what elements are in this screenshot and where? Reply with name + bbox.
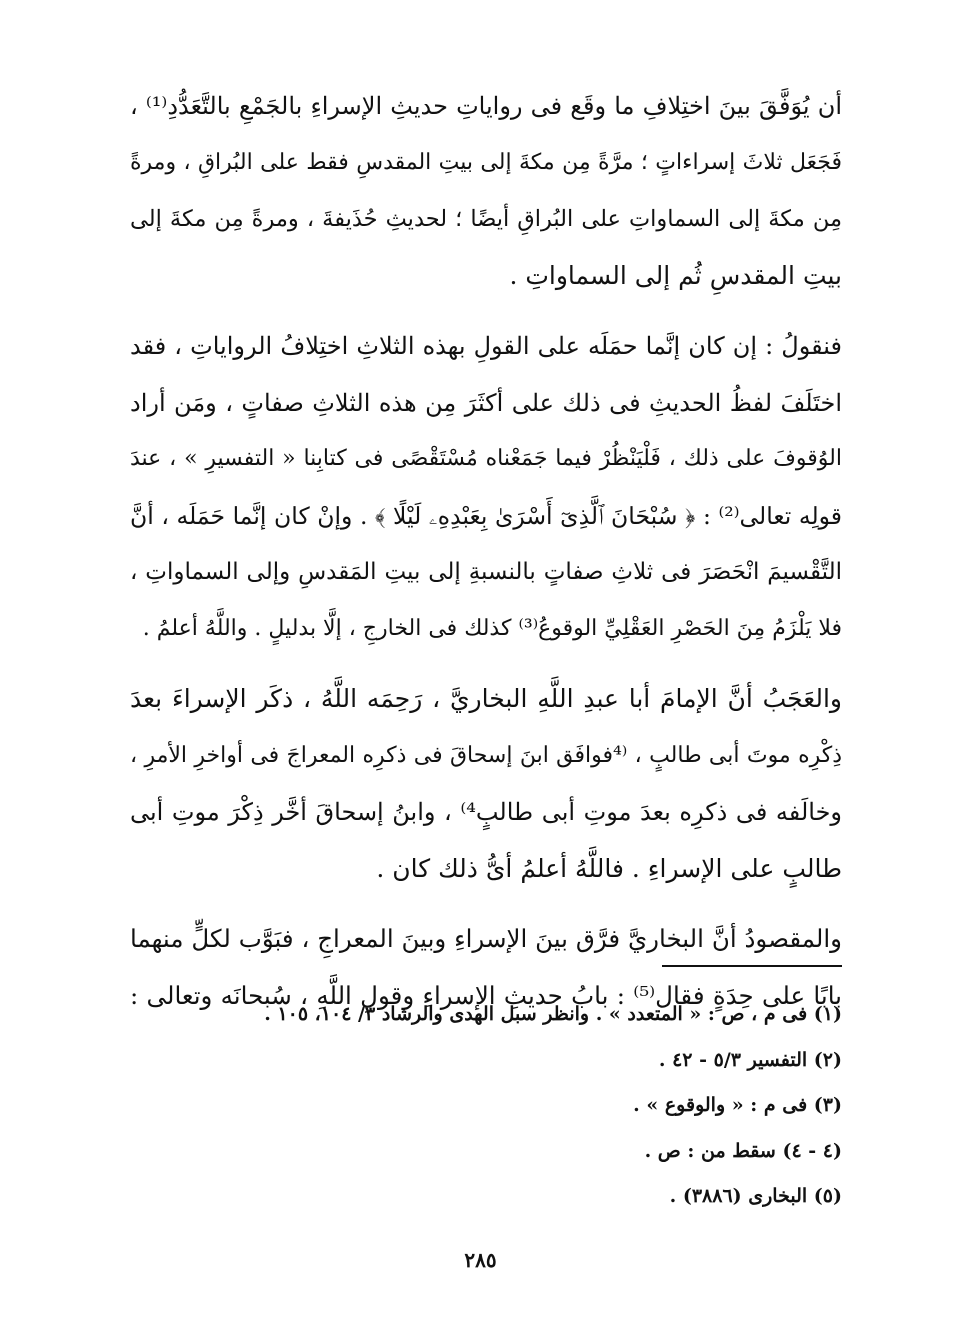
text-line: فلا يَلْزَمُ مِنَ الحَصْرِ العَقْلِيِّ الوقوعُ⁽³⁾ كذلك فى الخارجِ ، إلَّا بدليلٍ . واللَّهُ أعلمُ . bbox=[142, 615, 842, 641]
text-line: أن يُوَفَّقَ بينَ اختِلافِ ما وقَع فى رواياتِ حديثِ الإسراءِ بالجَمْعِ بالتَّعَدُّدِ⁽¹⁾ ، bbox=[130, 92, 842, 120]
main-text bbox=[130, 78, 842, 1024]
footnotes bbox=[200, 992, 842, 1220]
page-number: ٢٨٥ bbox=[464, 1248, 497, 1272]
text-line: الوُقوفَ على ذلك ، فَلْيَنْظُرْ فيما جَمَعْناه مُسْتَقْصًى فى كتابِنا « التفسيرِ » ، عندَ bbox=[130, 446, 842, 471]
text-line: ذِكْرِه موتَ أبى طالبٍ ، ⁽⁴فوافَق ابنَ إسحاقَ فى ذكرِه المعراجَ فى أواخرِ الأمرِ ، bbox=[130, 742, 843, 768]
text-line: اختَلَفَ لفظُ الحديثِ فى ذلك على أكثَرَ مِن هذه الثلاثِ صفاتٍ ، ومَن أراد bbox=[130, 388, 842, 417]
text-line: والمقصودُ أنَّ البخاريَّ فرَّق بينَ الإسراءِ وبينَ المعراجِ ، فبَوَّب لكلٍّ منهما bbox=[130, 924, 842, 953]
text-line: وخالَفه فى ذكرِه بعدَ موتِ أبى طالبٍ⁴⁾ ، وابنُ إسحاقَ أخَّر ذِكْرَ موتِ أبى bbox=[130, 798, 842, 826]
footnote-3: (٣) فى م : « والوقوع » . bbox=[633, 1094, 842, 1116]
footnote-2: (٢) التفسير ٥/٣ - ٤٢ . bbox=[658, 1048, 842, 1071]
text-line: بيتِ المقدسِ ثُم إلى السماواتِ . bbox=[509, 260, 842, 290]
text-line: التَّقْسيمَ انْحَصَرَ فى ثلاثِ صفاتٍ بالنسبةِ إلى بيتِ المَقدسِ وإلى السماواتِ ، bbox=[130, 559, 842, 585]
paragraph-2 bbox=[130, 318, 842, 657]
text-line: فنقولُ : إن كان إنَّما حمَلَه على القولِ بهذه الثلاثِ اختِلافُ الرواياتِ ، فقد bbox=[130, 332, 842, 360]
text-line: قولِه تعالى⁽²⁾ : ﴿ سُبْحَانَ ٱلَّذِىٓ أَسْرَىٰ بِعَبْدِهِۦ لَيْلًا ﴾ . وإنْ كان إنَّما حَمَلَه ، أنَّ bbox=[130, 501, 842, 530]
text-line: طالبٍ على الإسراءِ . فاللَّهُ أعلمُ أىُّ ذلك كان . bbox=[376, 853, 842, 883]
paragraph-3 bbox=[130, 671, 842, 897]
text-line: فَجَعَل ثلاثَ إسراءاتٍ ؛ مرَّةً مِن مكةَ إلى بيتِ المقدسِ فقط على البُراقِ ، ومرةً bbox=[130, 149, 842, 175]
text-line: بابًا على حِدَةٍ فقال⁽⁵⁾ : بابُ حديثِ الإسراءِ وقولِ اللَّهِ ، سُبحانَه وتعالى : bbox=[130, 980, 842, 1010]
footnote-5: (٥) البخارى (٣٨٨٦) . bbox=[669, 1185, 842, 1207]
footnote-4: (٤ - ٤) سقط من : ص . bbox=[644, 1139, 842, 1162]
footnote-1: (١) فى م ، ص : « المتعدد » . وانظر سبل الهدى والرشاد ٣/ ١٠٤، ١٠٥ . bbox=[264, 1003, 842, 1025]
paragraph-1 bbox=[130, 78, 842, 304]
footnote-divider bbox=[662, 965, 842, 967]
text-line: مِن مكةَ إلى السماواتِ على البُراقِ أيضًا ؛ لحديثِ حُذَيفةَ ، ومرةً مِن مكةَ إلى bbox=[130, 206, 842, 232]
text-line: والعَجَبُ أنَّ الإمامَ أبا عبدِ اللَّهِ البخاريَّ ، رَحِمَه اللَّهُ ، ذكَر الإسراءَ بعدَ bbox=[130, 684, 842, 713]
